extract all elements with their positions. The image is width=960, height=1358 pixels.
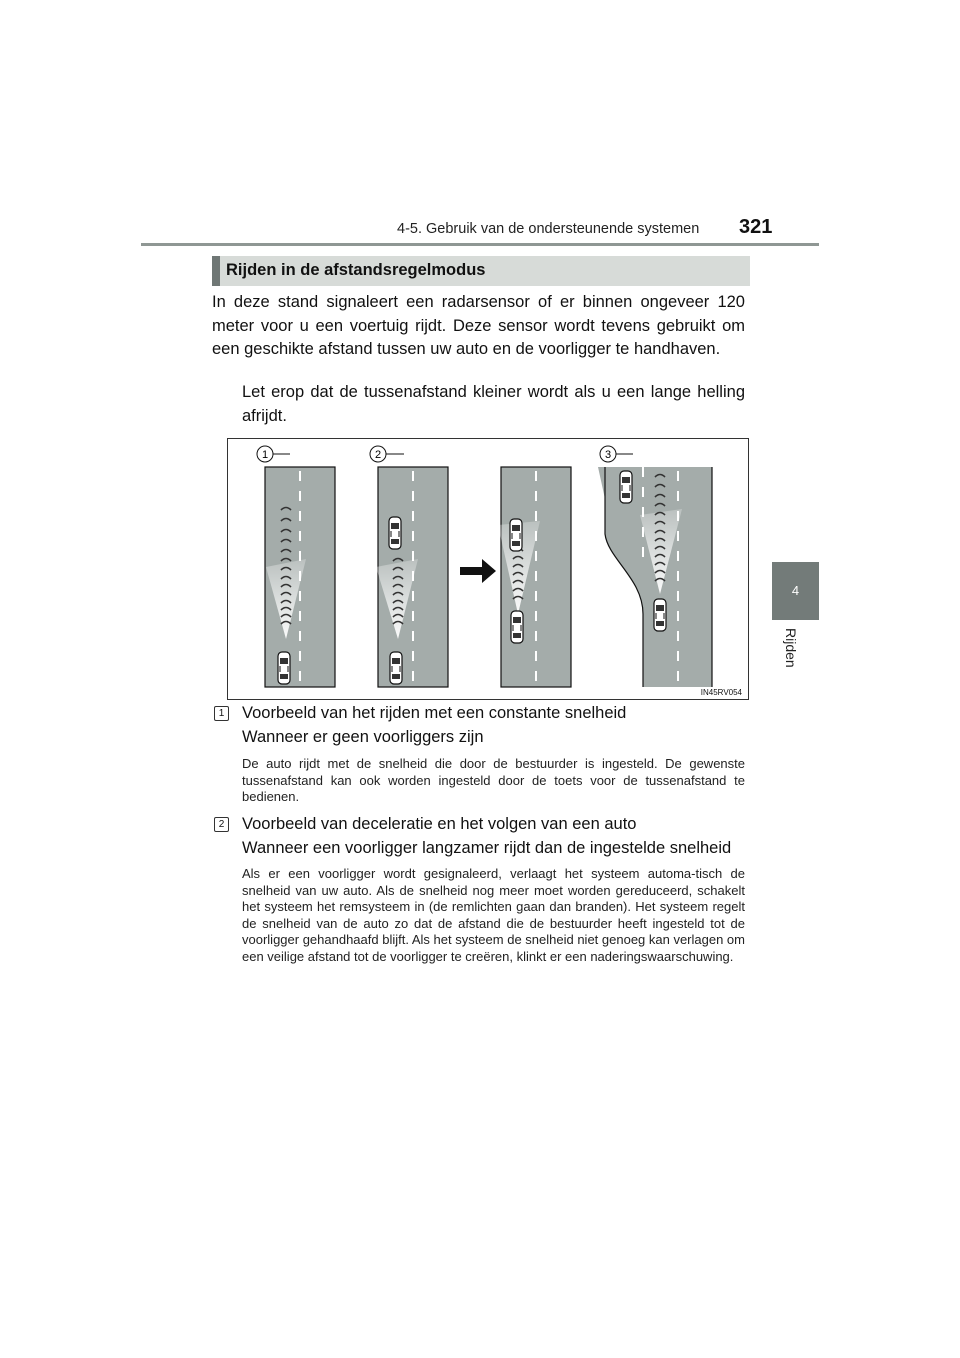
item-2-number: 2 [214, 817, 229, 832]
road-scene-3 [498, 467, 571, 687]
figure-code: IN45RV054 [700, 688, 742, 697]
item-2-subheading: Wanneer een voorligger langzamer rijdt dan de ingestelde snelheid [242, 839, 732, 857]
figure-callout-2 [370, 446, 404, 462]
header-rule [141, 243, 819, 246]
figure-callout-1 [257, 446, 290, 462]
intro-note: Let erop dat de tussenafstand kleiner wordt als u een lange helling afrijdt. [242, 383, 745, 425]
item-2-body: Als er een voorligger wordt gesignaleerd, verlaagt het systeem automa-tisch de snelheid van uw auto. Als de snelheid nog meer moet worden gereduceerd, schakelt het systeem het remsysteem in (de remlichten gaan dan branden). Het systeem regelt de snelheid van de auto zo dat de afstand die de bestuurder heeft ingesteld tot de voorligger gehandhaafd blijft. Als het systeem de snelheid niet genoeg kan verlagen om een veilige afstand tot de voorligger te creëren, klinkt er een naderingswaarschuwing. [242, 866, 745, 964]
section-heading-bar [212, 256, 220, 286]
intro-paragraph: In deze stand signaleert een radarsensor of er binnen ongeveer 120 meter voor u een voertuig rijdt. Deze sensor wordt tevens gebruikt om een geschikte afstand tussen uw auto en de voorligger te handhaven. [212, 293, 745, 358]
figure-callout-3-text: 3 [604, 449, 612, 461]
page-number: 321 [739, 216, 773, 238]
section-heading [212, 256, 750, 286]
road-scene-2 [376, 467, 448, 687]
section-title: Rijden in de afstandsregelmodus [226, 261, 486, 279]
item-1-subheading: Wanneer er geen voorliggers zijn [242, 728, 484, 746]
figure-callout-3 [600, 446, 633, 462]
transition-arrow [460, 559, 496, 583]
radar-cruise-illustration [228, 439, 748, 699]
figure-callout-2-text: 2 [374, 449, 382, 461]
chapter-label: Rijden [783, 628, 799, 668]
item-2-heading: Voorbeeld van deceleratie en het volgen van een auto [242, 815, 637, 833]
chapter-tab: 4 [772, 562, 819, 620]
item-1-heading: Voorbeeld van het rijden met een constante snelheid [242, 704, 627, 722]
road-scene-1 [265, 467, 335, 687]
figure-callout-1-text: 1 [261, 449, 269, 461]
item-1-body: De auto rijdt met de snelheid die door de bestuurder is ingesteld. De gewenste tussenafstand kan ook worden ingesteld door de toets voor de tussenafstand te bedienen. [242, 756, 745, 804]
running-header: 4-5. Gebruik van de ondersteunende systemen [397, 221, 700, 237]
item-1-number: 1 [214, 706, 229, 721]
road-scene-4 [598, 467, 712, 687]
illustration-frame [227, 438, 749, 700]
